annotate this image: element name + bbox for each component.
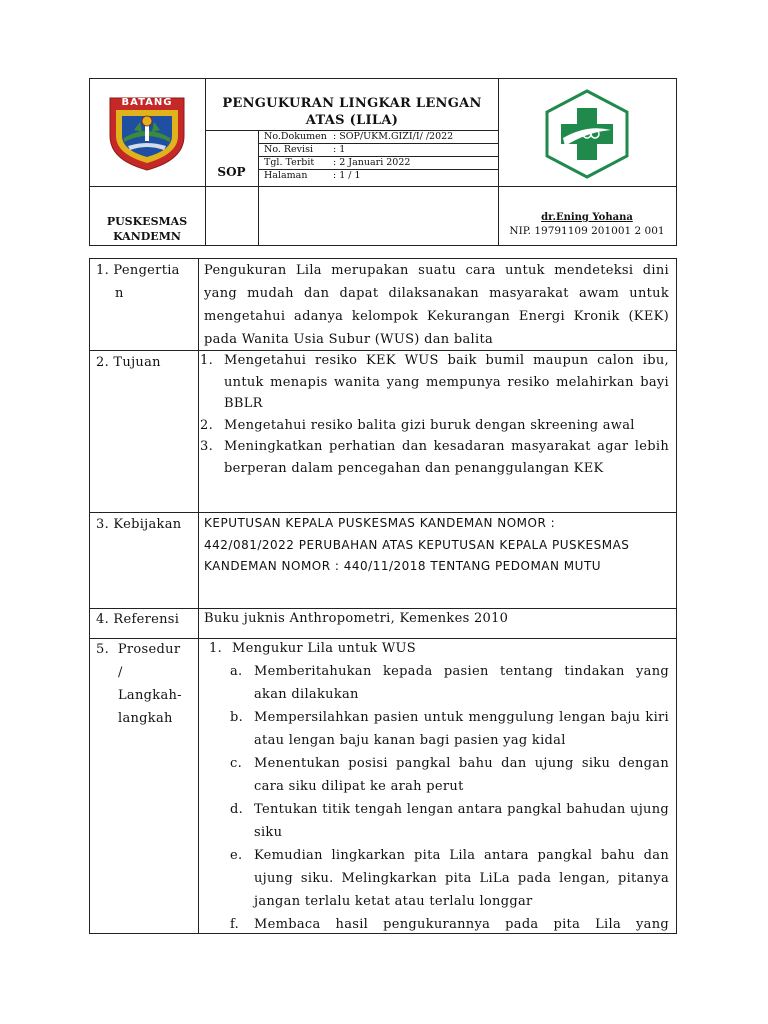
list-number: 2.	[200, 417, 214, 433]
label-prosedur-line4: langkah	[118, 711, 173, 726]
list-text: Mengetahui resiko KEK WUS baik bumil maupun calon ibu, untuk menapis wanita yang mempunya resiko melahirkan bayi BBLR	[224, 353, 669, 411]
list-number: 3.	[200, 439, 214, 454]
puskesmas-logo	[543, 88, 631, 180]
list-text: Membaca hasil pengukurannya pada pita Lila yang	[254, 917, 669, 932]
referensi-text: Buku juknis Anthropometri, Kemenkes 2010	[204, 611, 509, 626]
label-referensi: 4. Referensi	[96, 612, 180, 627]
list-item	[230, 798, 669, 844]
meta-label-halaman: Halaman	[264, 170, 308, 181]
tujuan-list	[200, 350, 669, 479]
label-prosedur-line3: Langkah-	[118, 688, 182, 703]
label-prosedur-line2: /	[118, 665, 123, 680]
puskesmas-cross-icon	[543, 88, 631, 180]
list-letter: e.	[230, 848, 243, 863]
signer-nip: NIP. 19791109 201001 2 001	[509, 225, 665, 237]
prosedur-substeps	[230, 660, 669, 936]
logo-banner-text: BATANG	[121, 97, 173, 108]
list-item	[200, 415, 669, 437]
list-text: Mengetahui resiko balita gizi buruk dengan skreening awal	[224, 417, 635, 433]
prosedur-step-number: 1.	[209, 641, 223, 656]
org-name-line2: KANDEMN	[113, 230, 181, 243]
prosedur-step-text: Mengukur Lila untuk WUS	[232, 641, 416, 656]
list-text: Meningkatkan perhatian dan kesadaran masyarakat agar lebih berperan dalam pencegahan dan penanggulangan KEK	[224, 439, 669, 476]
meta-label-revisi: No. Revisi	[264, 144, 313, 155]
meta-value-dokumen: : SOP/UKM.GIZI/I/ /2022	[333, 131, 454, 142]
list-item	[200, 436, 669, 479]
signer-name: dr.Ening Yohana	[541, 212, 633, 223]
meta-value-terbit: : 2 Januari 2022	[333, 157, 411, 168]
list-item	[230, 844, 669, 913]
label-tujuan: 2. Tujuan	[96, 355, 161, 370]
list-letter: f.	[230, 917, 240, 932]
meta-value-halaman: : 1 / 1	[333, 170, 361, 181]
list-item	[230, 706, 669, 752]
list-item	[230, 660, 669, 706]
label-pengertian-line1: 1. Pengertia	[96, 263, 180, 278]
list-text: Tentukan titik tengah lengan antara pangkal bahudan ujung siku	[254, 802, 669, 840]
kebijakan-text: KEPUTUSAN KEPALA PUSKESMAS KANDEMAN NOMOR : 442/081/2022 PERUBAHAN ATAS KEPUTUSAN KEPALA PUSKESMAS KANDEMAN NOMOR : 440/11/2018 TENTANG PEDOMAN MUTU	[204, 516, 630, 573]
label-pengertian-line2: n	[115, 286, 124, 301]
list-letter: a.	[230, 664, 243, 679]
list-text: Menentukan posisi pangkal bahu dan ujung siku dengan cara siku dilipat ke arah perut	[254, 756, 669, 794]
org-name-line1: PUSKESMAS	[106, 215, 188, 228]
list-item	[230, 913, 669, 936]
meta-label-terbit: Tgl. Terbit	[264, 157, 315, 168]
list-letter: c.	[230, 756, 243, 771]
batang-logo	[104, 92, 190, 172]
list-number: 1.	[200, 353, 214, 368]
list-text: Mempersilahkan pasien untuk menggulung lengan baju kiri atau lengan baju kanan bagi pasien yag kidal	[254, 710, 669, 748]
label-prosedur-line1: 5. Prosedur	[96, 642, 181, 657]
meta-label-dokumen: No.Dokumen	[264, 131, 327, 142]
meta-value-revisi: : 1	[333, 144, 346, 155]
list-item	[200, 350, 669, 415]
list-letter: d.	[230, 802, 244, 817]
list-item	[230, 752, 669, 798]
document-title: PENGUKURAN LINGKAR LENGAN ATAS (LILA)	[222, 96, 482, 128]
list-letter: b.	[230, 710, 244, 725]
label-kebijakan: 3. Kebijakan	[96, 517, 182, 532]
pengertian-text: Pengukuran Lila merupakan suatu cara untuk mendeteksi dini yang mudah dan dapat dilaksanakan masyarakat awam untuk mengetahui adanya kelompok Kekurangan Energi Kronik (KEK) pada Wanita Usia Subur (WUS) dan balita	[204, 263, 669, 347]
sop-label: SOP	[217, 165, 246, 179]
list-text: Kemudian lingkarkan pita Lila antara pangkal bahu dan ujung siku. Melingkarkan pita LiLa pada lengan, pitanya jangan terlalu ketat atau terlalu longgar	[254, 848, 669, 909]
list-text: Memberitahukan kepada pasien tentang tindakan yang akan dilakukan	[254, 664, 669, 702]
